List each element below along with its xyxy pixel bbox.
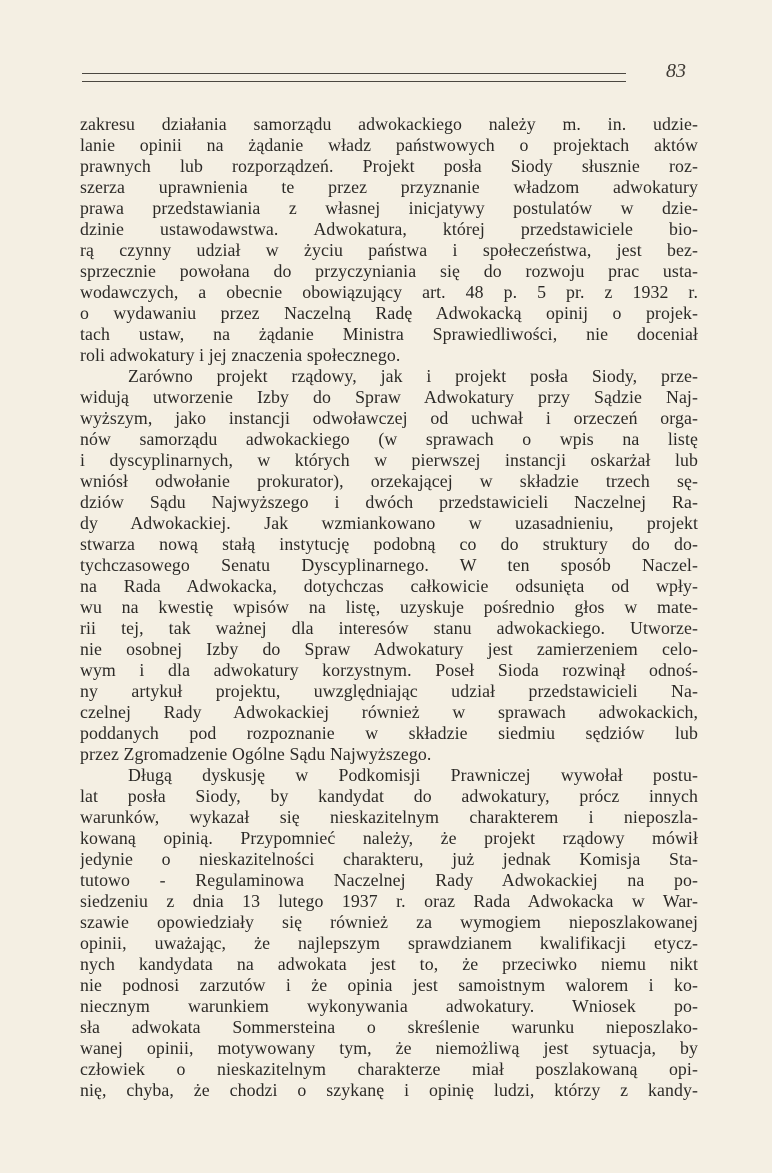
text-line: wu na kwestię wpisów na listę, uzyskuje pośrednio głos w mate-: [80, 597, 698, 617]
page-number: 83: [666, 60, 686, 82]
text-line: tychczasowego Senatu Dyscyplinarnego. W ten sposób Naczel-: [80, 555, 698, 575]
text-line: Zarówno projekt rządowy, jak i projekt posła Siody, prze-: [128, 366, 698, 386]
text-line: siedzeniu z dnia 13 lutego 1937 r. oraz Rada Adwokacka w War-: [80, 891, 698, 911]
text-line: wniósł odwołanie prokurator), orzekającej w składzie trzech sę-: [80, 471, 698, 491]
header-double-rule: [82, 73, 626, 82]
text-line: o wydawaniu przez Naczelną Radę Adwokacką opinij o projek-: [80, 303, 698, 323]
text-line: dy Adwokackiej. Jak wzmiankowano w uzasadnieniu, projekt: [80, 513, 698, 533]
text-line: kowaną opinią. Przypomnieć należy, że projekt rządowy mówił: [80, 828, 698, 848]
text-line: nie podnosi zarzutów i że opinia jest samoistnym walorem i ko-: [80, 975, 698, 995]
text-line: wyższym, jako instancji odwoławczej od uchwał i orzeczeń orga-: [80, 408, 698, 428]
text-line: roli adwokatury i jej znaczenia społecznego.: [80, 345, 401, 365]
text-line: szerza uprawnienia te przez przyznanie władzom adwokatury: [80, 177, 698, 197]
text-line: i dyscyplinarnych, w których w pierwszej instancji oskarżał lub: [80, 450, 698, 470]
text-line: szawie opowiedziały się również za wymogiem nieposzlakowanej: [80, 912, 698, 932]
text-line: nię, chyba, że chodzi o szykanę i opinię ludzi, którzy z kandy-: [80, 1080, 698, 1100]
text-line: opinii, uważając, że najlepszym sprawdzianem kwalifikacji etycz-: [80, 933, 698, 953]
text-line: wodawczych, a obecnie obowiązujący art. 48 p. 5 pr. z 1932 r.: [80, 282, 698, 302]
text-line: sła adwokata Sommersteina o skreślenie warunku nieposzlako-: [80, 1017, 698, 1037]
text-line: dziów Sądu Najwyższego i dwóch przedstawicieli Naczelnej Ra-: [80, 492, 698, 512]
text-line: tutowo - Regulaminowa Naczelnej Rady Adwokackiej na po-: [80, 870, 698, 890]
text-line: jedynie o nieskazitelności charakteru, już jednak Komisja Sta-: [80, 849, 698, 869]
text-line: na Rada Adwokacka, dotychczas całkowicie odsunięta od wpły-: [80, 576, 698, 596]
text-line: wym i dla adwokatury korzystnym. Poseł Sioda rozwinął odnoś-: [80, 660, 698, 680]
text-line: nów samorządu adwokackiego (w sprawach o wpis na listę: [80, 429, 698, 449]
text-line: lanie opinii na żądanie władz państwowych o projektach aktów: [80, 135, 698, 155]
text-line: lat posła Siody, by kandydat do adwokatury, prócz innych: [80, 786, 698, 806]
text-line: ny artykuł projektu, uwzględniając udział przedstawicieli Na-: [80, 681, 698, 701]
text-line: czelnej Rady Adwokackiej również w sprawach adwokackich,: [80, 702, 698, 722]
text-line: widują utworzenie Izby do Spraw Adwokatury przy Sądzie Naj-: [80, 387, 698, 407]
text-line: rii tej, tak ważnej dla interesów stanu adwokackiego. Utworze-: [80, 618, 698, 638]
text-line: sprzecznie powołana do przyczyniania się do rozwoju prac usta-: [80, 261, 698, 281]
text-line: niecznym warunkiem wykonywania adwokatury. Wniosek po-: [80, 996, 698, 1016]
text-line: przez Zgromadzenie Ogólne Sądu Najwyższego.: [80, 744, 432, 764]
text-line: zakresu działania samorządu adwokackiego należy m. in. udzie-: [80, 114, 698, 134]
text-line: poddanych pod rozpoznanie w składzie siedmiu sędziów lub: [80, 723, 698, 743]
body-text: [80, 114, 698, 1101]
text-line: człowiek o nieskazitelnym charakterze miał poszlakowaną opi-: [80, 1059, 698, 1079]
text-line: prawnych lub rozporządzeń. Projekt posła Siody słusznie roz-: [80, 156, 698, 176]
text-line: prawa przedstawiania z własnej inicjatywy postulatów w dzie-: [80, 198, 698, 218]
text-line: wanej opinii, motywowany tym, że niemożliwą jest sytuacja, by: [80, 1038, 698, 1058]
text-line: nych kandydata na adwokata jest to, że przeciwko niemu nikt: [80, 954, 698, 974]
text-line: nie osobnej Izby do Spraw Adwokatury jest zamierzeniem celo-: [80, 639, 698, 659]
text-line: stwarza nową stałą instytucję podobną co do struktury do do-: [80, 534, 698, 554]
text-line: tach ustaw, na żądanie Ministra Sprawiedliwości, nie doceniał: [80, 324, 698, 344]
text-line: warunków, wykazał się nieskazitelnym charakterem i nieposzla-: [80, 807, 698, 827]
text-line: Długą dyskusję w Podkomisji Prawniczej wywołał postu-: [128, 765, 698, 785]
text-line: rą czynny udział w życiu państwa i społeczeństwa, jest bez-: [80, 240, 698, 260]
text-line: dzinie ustawodawstwa. Adwokatura, której przedstawiciele bio-: [80, 219, 698, 239]
